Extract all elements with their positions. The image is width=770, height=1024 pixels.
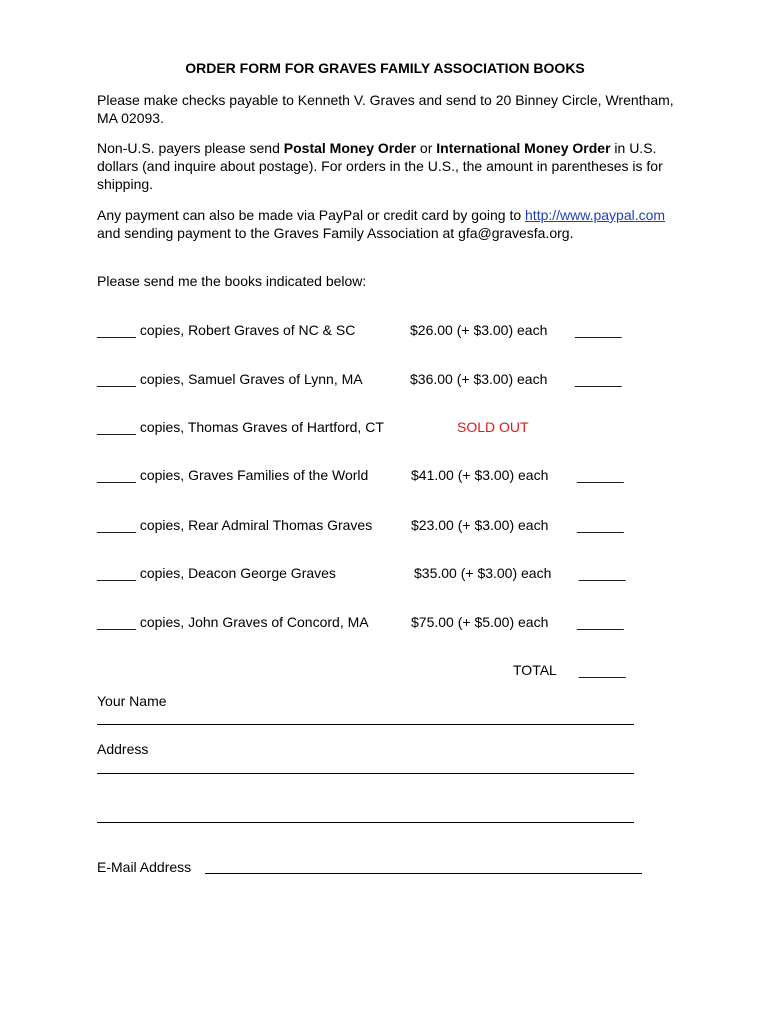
item-price-rear-admiral: $23.00 (+ $3.00) each <box>411 517 549 533</box>
non-us-or: or <box>416 140 437 156</box>
international-money-order: International Money Order <box>436 140 611 156</box>
item-desc-samuel: _____ copies, Samuel Graves of Lynn, MA <box>97 371 363 387</box>
total-label: TOTAL <box>513 662 557 678</box>
item-price-families-world: $41.00 (+ $3.00) each <box>411 467 549 483</box>
send-me-text: Please send me the books indicated below: <box>97 273 367 289</box>
item-price-deacon-george: $35.00 (+ $3.00) each <box>414 565 552 581</box>
postal-money-order: Postal Money Order <box>283 140 417 156</box>
paypal-paragraph <box>97 206 687 242</box>
your-name-line[interactable] <box>97 724 634 725</box>
address-line-2[interactable] <box>97 822 634 823</box>
item-price-robert: $26.00 (+ $3.00) each <box>410 322 548 338</box>
item-desc-robert: _____ copies, Robert Graves of NC & SC <box>97 322 356 338</box>
item-amount-blank-rear-admiral[interactable]: ______ <box>577 517 624 533</box>
non-us-text-1: Non-U.S. payers please send <box>97 140 284 156</box>
paypal-text-1: Any payment can also be made via PayPal or credit card by going to <box>97 207 526 223</box>
total-amount-blank[interactable]: ______ <box>579 662 626 678</box>
paypal-text-2: and sending payment to the Graves Family Association at gfa@gravesfa.org. <box>97 225 574 241</box>
item-amount-blank-deacon-george[interactable]: ______ <box>579 565 626 581</box>
item-desc-thomas-hartford: _____ copies, Thomas Graves of Hartford, CT <box>97 419 384 435</box>
item-amount-blank-john-concord[interactable]: ______ <box>577 614 624 630</box>
email-label: E-Mail Address <box>97 859 192 875</box>
address-label: Address <box>97 741 149 757</box>
paypal-link[interactable]: http://www.paypal.com <box>525 207 666 223</box>
form-title: ORDER FORM FOR GRAVES FAMILY ASSOCIATION BOOKS <box>185 60 585 76</box>
non-us-text-2: in U.S. dollars (and inquire about postage). For orders in the U.S., the amount in parentheses is for shipping. <box>97 140 663 192</box>
item-desc-rear-admiral: _____ copies, Rear Admiral Thomas Graves <box>97 517 373 533</box>
item-price-john-concord: $75.00 (+ $5.00) each <box>411 614 549 630</box>
item-desc-john-concord: _____ copies, John Graves of Concord, MA <box>97 614 369 630</box>
sold-out-label: SOLD OUT <box>457 419 529 435</box>
item-amount-blank-robert[interactable]: ______ <box>575 322 622 338</box>
address-line-1[interactable] <box>97 773 634 774</box>
non-us-paragraph <box>97 139 687 193</box>
item-desc-deacon-george: _____ copies, Deacon George Graves <box>97 565 336 581</box>
checks-paragraph: Please make checks payable to Kenneth V. Graves and send to 20 Binney Circle, Wrentham, MA 02093. <box>97 92 674 126</box>
item-price-samuel: $36.00 (+ $3.00) each <box>410 371 548 387</box>
email-line[interactable] <box>205 873 642 874</box>
item-desc-families-world: _____ copies, Graves Families of the World <box>97 467 369 483</box>
your-name-label: Your Name <box>97 693 167 709</box>
item-amount-blank-samuel[interactable]: ______ <box>575 371 622 387</box>
item-amount-blank-families-world[interactable]: ______ <box>577 467 624 483</box>
